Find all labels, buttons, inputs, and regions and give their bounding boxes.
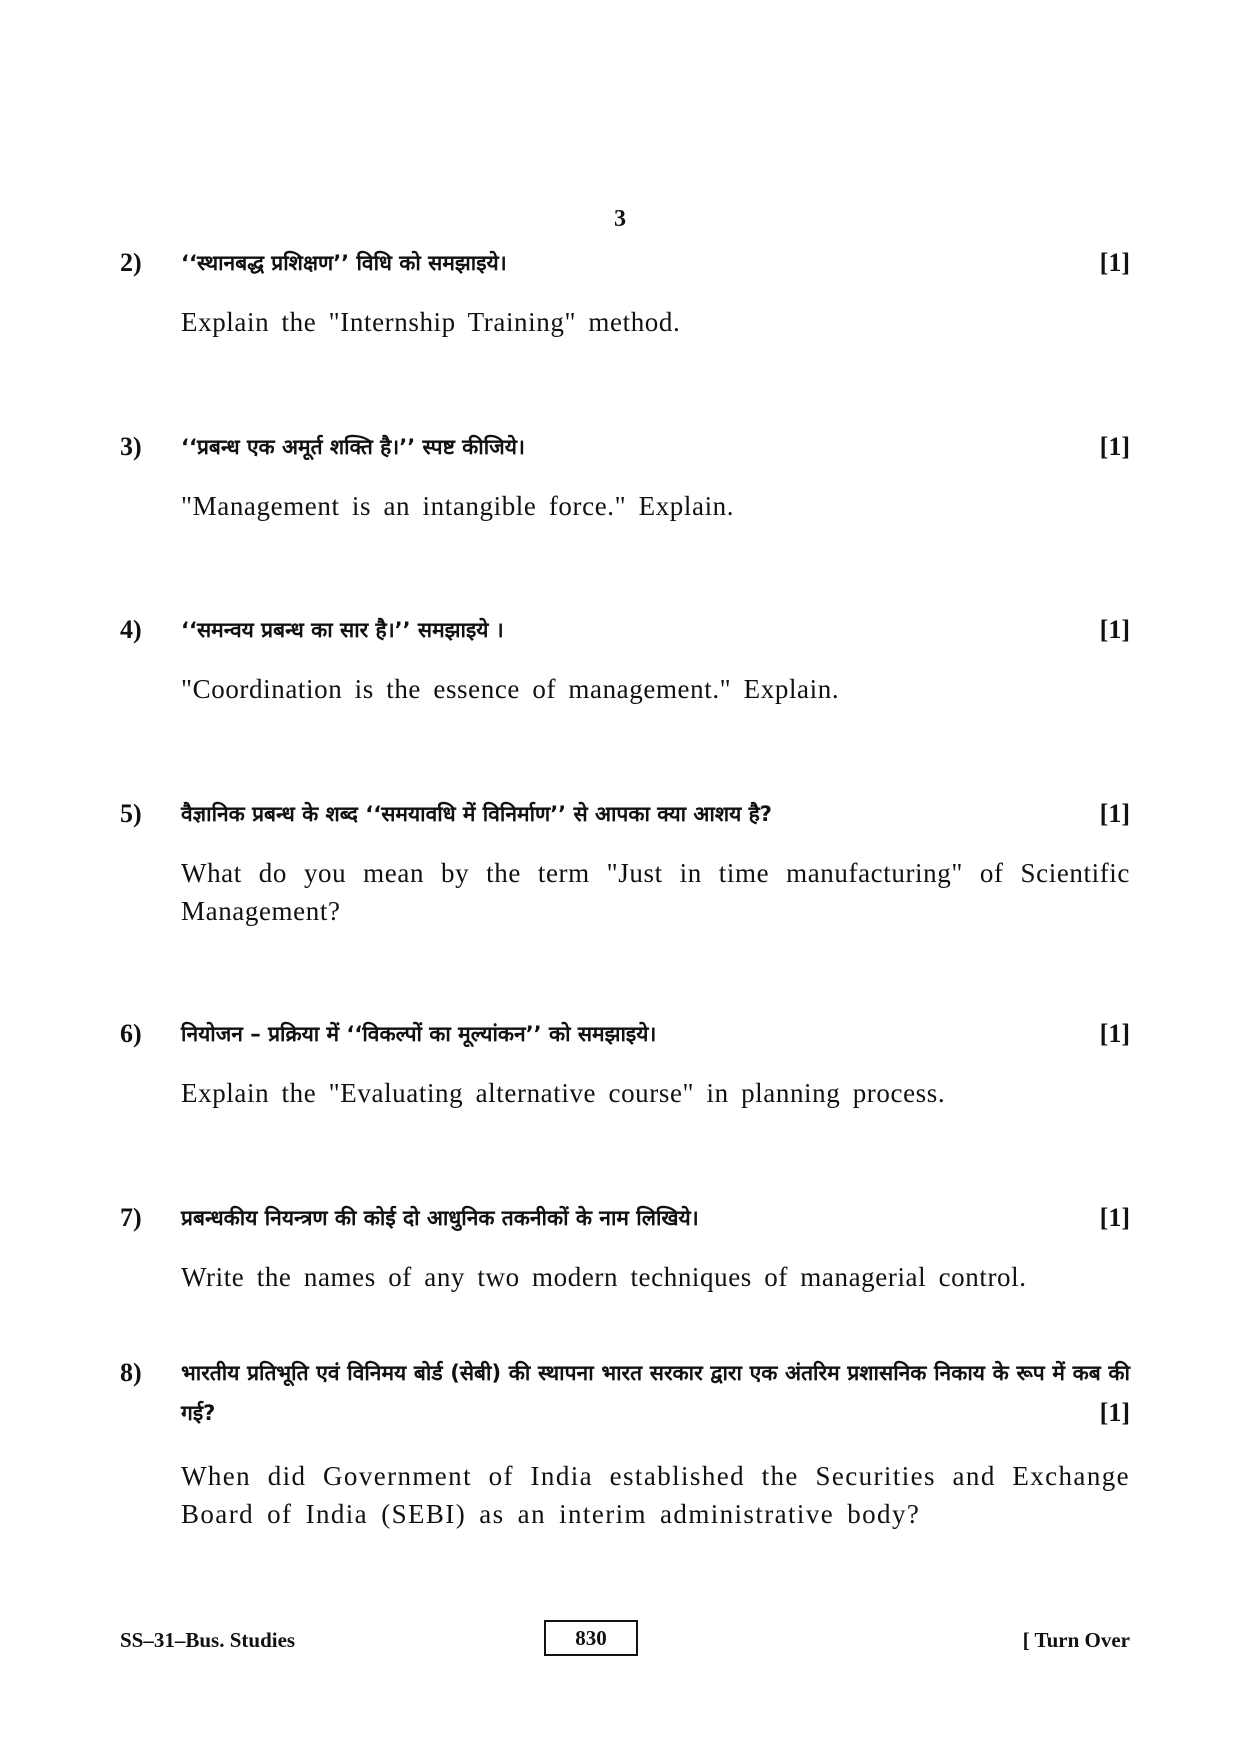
question-number: 3)	[120, 432, 142, 461]
page-number: 3	[614, 206, 626, 232]
paper-code-box: 830	[544, 1620, 638, 1656]
question-7	[120, 1198, 1130, 1292]
question-number: 4)	[120, 615, 142, 644]
question-number: 7)	[120, 1203, 142, 1232]
question-text-hindi: ‘‘प्रबन्ध एक अमूर्त शक्ति है।’’ स्पष्ट कीजिये।	[181, 435, 525, 459]
question-marks: [1]	[1099, 1203, 1130, 1232]
question-header	[120, 794, 1130, 834]
subject-code: SS–31–Bus. Studies	[120, 1628, 296, 1652]
question-number: 8)	[120, 1358, 142, 1387]
question-2	[120, 243, 1130, 337]
question-text-hindi: ‘‘स्थानबद्ध प्रशिक्षण’’ विधि को समझाइये।	[181, 251, 507, 275]
question-text-hindi: नियोजन – प्रक्रिया में ‘‘विकल्पों का मूल्यांकन’’ को समझाइये।	[181, 1022, 657, 1046]
question-header	[120, 610, 1130, 650]
question-number: 6)	[120, 1019, 142, 1048]
question-header	[120, 427, 1130, 467]
question-marks: [1]	[1099, 248, 1130, 277]
question-text-english: Write the names of any two modern techniques of managerial control.	[181, 1262, 1027, 1292]
question-5	[120, 794, 1130, 926]
question-3	[120, 427, 1130, 521]
question-text-english: When did Government of India established the Securities and Exchange Board of India (SEBI) as an interim administrative body?	[181, 1461, 1130, 1529]
question-4	[120, 610, 1130, 704]
question-header	[120, 1353, 1130, 1433]
question-text-english: "Coordination is the essence of management." Explain.	[181, 674, 840, 704]
question-text-english: "Management is an intangible force." Explain.	[181, 491, 735, 521]
question-number: 2)	[120, 248, 142, 277]
question-marks: [1]	[1099, 432, 1130, 461]
question-marks: [1]	[1099, 615, 1130, 644]
question-marks: [1]	[1099, 1019, 1130, 1048]
question-header	[120, 1014, 1130, 1054]
question-text-english: What do you mean by the term "Just in time manufacturing" of Scientific Management?	[181, 858, 1130, 926]
question-header	[120, 1198, 1130, 1238]
question-text-english: Explain the "Evaluating alternative course" in planning process.	[181, 1078, 946, 1108]
question-text-hindi: ‘‘समन्वय प्रबन्ध का सार है।’’ समझाइये ।	[181, 618, 504, 642]
question-marks: [1]	[1099, 799, 1130, 828]
page-footer	[120, 1620, 1130, 1664]
question-marks: [1]	[1099, 1398, 1130, 1427]
question-text-hindi: भारतीय प्रतिभूति एवं विनिमय बोर्ड (सेबी) की स्थापना भारत सरकार द्वारा एक अंतरिम प्रशासनिक निकाय के रूप में कब की गई?	[181, 1361, 1130, 1425]
question-number: 5)	[120, 799, 142, 828]
turn-over-label: [ Turn Over	[1022, 1628, 1130, 1652]
question-header	[120, 243, 1130, 283]
question-6	[120, 1014, 1130, 1108]
question-text-english: Explain the "Internship Training" method.	[181, 307, 681, 337]
question-8	[120, 1353, 1130, 1529]
question-text-hindi: वैज्ञानिक प्रबन्ध के शब्द ‘‘समयावधि में विनिर्माण’’ से आपका क्या आशय है?	[181, 802, 772, 826]
question-text-hindi: प्रबन्धकीय नियन्त्रण की कोई दो आधुनिक तकनीकों के नाम लिखिये।	[181, 1206, 699, 1230]
